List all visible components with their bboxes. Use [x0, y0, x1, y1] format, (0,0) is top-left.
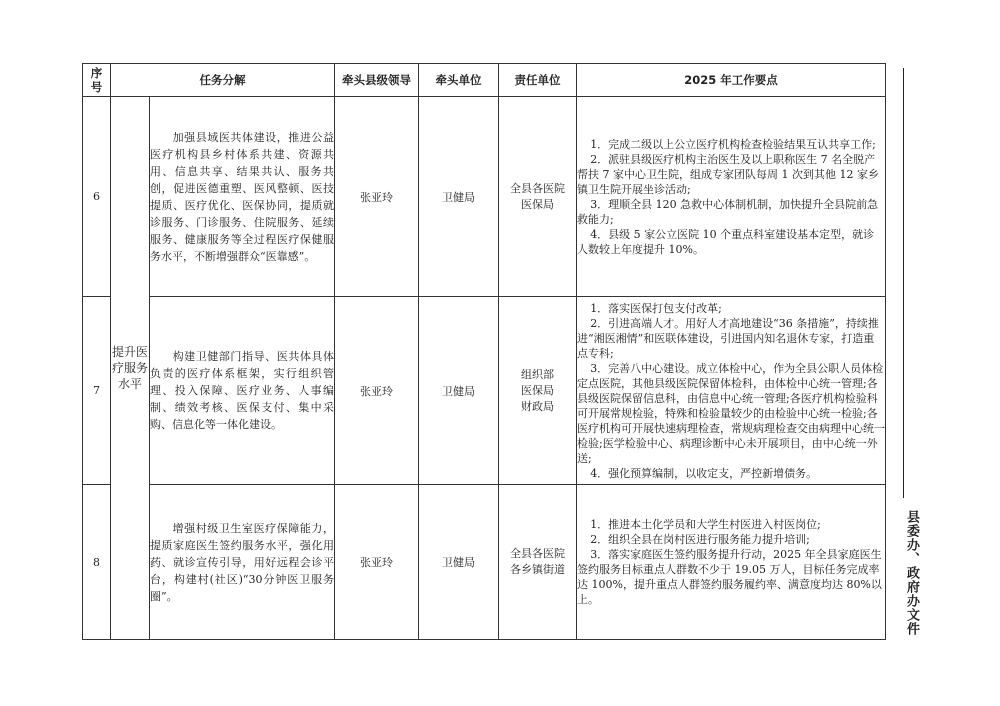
- row-seq: 7: [83, 297, 111, 485]
- resp-unit-cell: [499, 97, 577, 297]
- lead-unit-cell: 卫健局: [419, 485, 499, 640]
- header-leader: 牵头县级领导: [335, 64, 419, 97]
- service-area-label: 提升医疗服务水平: [111, 345, 148, 391]
- resp-unit: 医保局: [521, 383, 554, 397]
- work-point: 2．组织全县在岗村医进行服务能力提升培训;: [590, 533, 810, 546]
- lead-unit-cell: 卫健局: [419, 297, 499, 485]
- work-point: 4．县级 5 家公立医院 10 个重点科室建设基本定型，就诊人数较上年度提升 10%。: [577, 227, 875, 256]
- work-plan-table: [82, 63, 886, 640]
- header-row: [83, 64, 886, 97]
- leader-cell: 张亚玲: [335, 97, 419, 297]
- resp-unit-cell: [499, 485, 577, 640]
- row-seq: 8: [83, 485, 111, 640]
- work-point: 3．落实家庭医生签约服务提升行动，2025 年全县家庭医生签约服务目标重点人群数不少于 19.05 万人，目标任务完成率达 100%，提升重点人群签约服务履约率、满意度均达 80%以上。: [577, 548, 882, 606]
- resp-unit: 各乡镇街道: [510, 563, 565, 576]
- work-point: 1．落实医保打包支付改革;: [590, 301, 722, 315]
- work-point: 3．完善八中心建设。成立体检中心，作为全县公职人员体检定点医院，其他县级医院保留体检科，由体检中心统一管理;各县级医院保留信息科，由信息中心统一管理;各医疗机构检验科可开展常规检验，特殊和检验量较少的由检验中心统一检验;各医疗机构可开展快速病理检查，常规病理检查交由病理中心统一检验;医学检验中心、病理诊断中心未开展项目，由中心统一外送;: [577, 361, 885, 465]
- header-lead-unit: 牵头单位: [419, 64, 499, 97]
- table-row: [83, 97, 886, 297]
- leader-cell: 张亚玲: [335, 297, 419, 485]
- task-cell: [150, 485, 335, 640]
- header-resp-unit: 责任单位: [499, 64, 577, 97]
- resp-unit: 医保局: [521, 197, 554, 211]
- work-point: 2．引进高端人才。用好人才高地建设“36 条措施”，持续推进“湘医湘情”和医联体建设，引进国内知名退休专家，打造重点专科;: [577, 316, 879, 360]
- header-points: 2025 年工作要点: [577, 64, 886, 97]
- row-seq: 6: [83, 97, 111, 297]
- points-cell: [577, 485, 886, 640]
- header-seq: 序号: [83, 64, 111, 97]
- task-cell: [150, 297, 335, 485]
- task-text: 加强县域医共体建设，推进公益医疗机构县乡村体系共建、资源共用、信息共享、结果共认、服务共创，促进医德重塑、医风整顿、医技提质、医疗优化、医保协同，提质就诊服务、门诊服务、住院服务、延续服务、健康服务等全过程医疗保健服务水平，不断增强群众“医靠感”。: [150, 130, 334, 263]
- task-text: 增强村级卫生室医疗保障能力，提质家庭医生签约服务水平，强化用药、就诊宣传引导，用好远程会诊平台，构建村(社区)“30分钟医卫服务圈”。: [150, 521, 334, 603]
- resp-unit: 组织部: [521, 367, 554, 381]
- margin-rule: [903, 68, 904, 498]
- table-row: [83, 485, 886, 640]
- work-point: 4．强化预算编制，以收定支，严控新增债务。: [590, 466, 818, 480]
- task-text: 构建卫健部门指导、医共体具体负责的医疗体系框架，实行组织管理、投入保障、医疗业务、人事编制、绩效考核、医保支付、集中采购、信息化等一体化建设。: [150, 350, 334, 431]
- resp-unit: 财政局: [521, 399, 554, 413]
- points-cell: [577, 97, 886, 297]
- work-point: 1．推进本土化学员和大学生村医进入村医岗位;: [590, 518, 821, 531]
- work-point: 1．完成二级以上公立医疗机构检查检验结果互认共享工作;: [590, 137, 876, 151]
- work-point: 3．理顺全县 120 急救中心体制机制，加快提升全县院前急救能力;: [577, 197, 879, 226]
- points-cell: [577, 297, 886, 485]
- task-cell: [150, 97, 335, 297]
- resp-unit: 全县各医院: [510, 547, 565, 560]
- table-row: [83, 297, 886, 485]
- lead-unit-cell: 卫健局: [419, 97, 499, 297]
- work-point: 2．派驻县级医疗机构主治医生及以上职称医生 7 名全脱产帮扶 7 家中心卫生院，组成专家团队每周 1 次到其他 12 家乡镇卫生院开展坐诊活动;: [577, 152, 879, 196]
- side-label: 县委办、政府办文件: [904, 510, 919, 636]
- resp-unit-cell: [499, 297, 577, 485]
- header-task: 任务分解: [111, 64, 335, 97]
- resp-unit: 全县各医院: [510, 181, 565, 195]
- service-area-cell: [111, 97, 150, 640]
- leader-cell: 张亚玲: [335, 485, 419, 640]
